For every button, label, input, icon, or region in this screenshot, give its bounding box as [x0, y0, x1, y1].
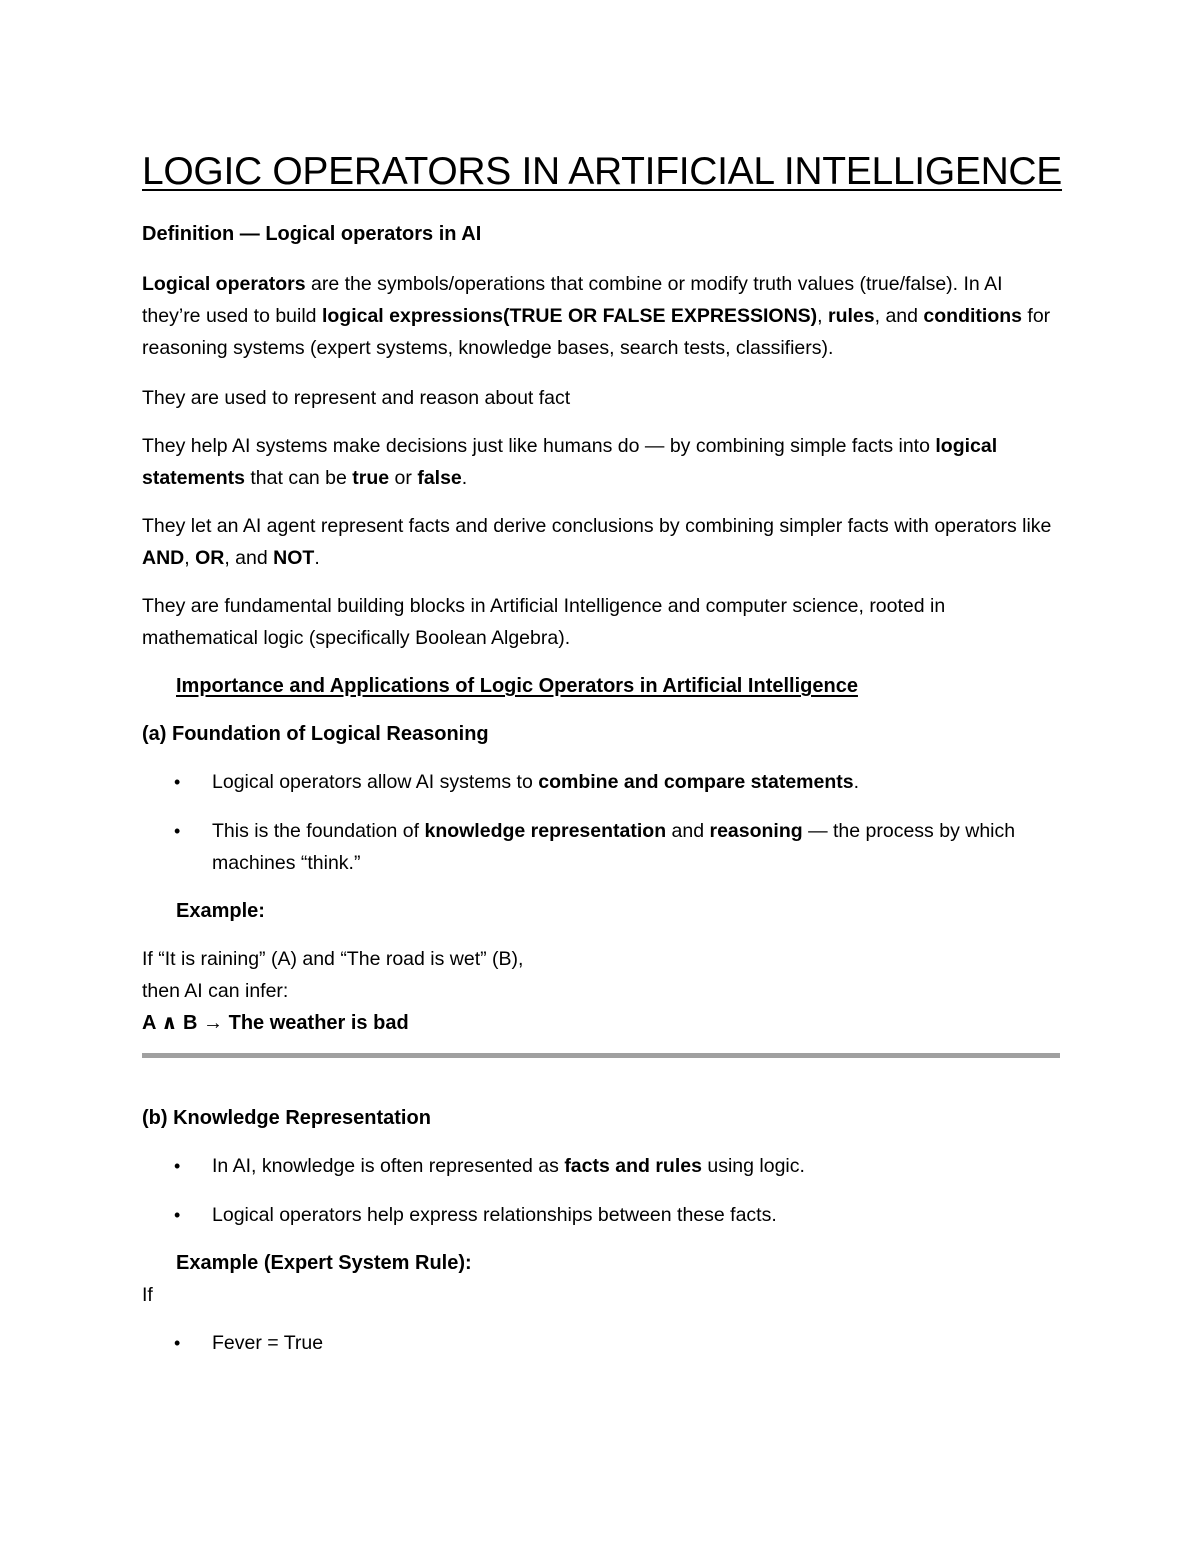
section-b-heading: (b) Knowledge Representation — [142, 1107, 431, 1129]
section-b-example-label: Example (Expert System Rule): — [176, 1252, 472, 1274]
text-run: , — [817, 305, 828, 327]
paragraph-agent-conclusions — [142, 510, 1062, 574]
bold-text: false — [417, 467, 462, 489]
text-run: Logical operators help express relationships between these facts. — [212, 1204, 777, 1226]
text-run: . — [853, 771, 860, 793]
text-run: for reasoning systems (expert systems, knowledge bases, search tests, classifiers). — [142, 305, 1051, 359]
bold-text: combine and compare statements — [538, 771, 854, 793]
text-run: This is the foundation of — [212, 820, 425, 842]
text-run: are the symbols/operations that combine or modify truth values (true/false). In AI they’re used to build — [142, 273, 1003, 327]
list-item — [174, 815, 1062, 879]
text-run: that can be — [244, 467, 353, 489]
bullet-icon: • — [174, 772, 181, 792]
bold-text: reasoning — [709, 820, 803, 842]
list-item — [174, 766, 1062, 798]
section-a-list — [142, 766, 1062, 879]
text-run: They let an AI agent represent facts and derive conclusions by combining simpler facts with operators like — [142, 515, 1052, 537]
paragraph-logical-operators — [142, 268, 1062, 364]
document-title: LOGIC OPERATORS IN ARTIFICIAL INTELLIGENCE — [142, 150, 1063, 193]
text-run: , and — [224, 547, 274, 569]
text-run: They help AI systems make decisions just like humans do — by combining simple facts into — [142, 435, 936, 457]
horizontal-divider — [142, 1053, 1060, 1058]
text-run: Logical operators allow AI systems to — [212, 771, 539, 793]
section-b-list — [142, 1150, 1062, 1231]
text-run: — the process by which machines “think.” — [212, 820, 1016, 874]
section-b-condition-list — [142, 1327, 1062, 1359]
text-run: Fever = True — [212, 1332, 324, 1354]
importance-heading: Importance and Applications of Logic Operators in Artificial Intelligence — [176, 675, 858, 697]
text-run: . — [461, 467, 468, 489]
example-line-2: then AI can infer: — [142, 980, 289, 1002]
bullet-icon: • — [174, 821, 181, 841]
text-run: or — [389, 467, 418, 489]
bold-text: logical statements — [142, 435, 998, 489]
document-body — [142, 148, 1062, 1359]
bold-text: knowledge representation — [424, 820, 667, 842]
text-run: using logic. — [701, 1155, 805, 1177]
paragraph-decisions — [142, 430, 1062, 494]
bold-text: logical expressions(TRUE OR FALSE EXPRESSIONS) — [321, 305, 818, 327]
bold-text: AND — [142, 547, 185, 569]
bold-text: facts and rules — [564, 1155, 702, 1177]
text-run: and — [666, 820, 710, 842]
text-run: , — [184, 547, 196, 569]
text-run: In AI, knowledge is often represented as — [212, 1155, 565, 1177]
bold-text: OR — [195, 547, 225, 569]
bold-text: conditions — [923, 305, 1022, 327]
example-line-3: A ∧ B → The weather is bad — [142, 1012, 409, 1034]
example-line-1: If “It is raining” (A) and “The road is wet” (B), — [142, 948, 524, 970]
bold-text: true — [352, 467, 390, 489]
paragraph-building-blocks: They are fundamental building blocks in Artificial Intelligence and computer science, rooted in mathematical logic (specifically Boolean Algebra). — [142, 595, 946, 649]
bullet-icon: • — [174, 1333, 181, 1353]
list-item — [174, 1150, 1062, 1182]
bullet-icon: • — [174, 1205, 181, 1225]
bullet-icon: • — [174, 1156, 181, 1176]
list-item — [174, 1327, 1062, 1359]
text-run: , and — [874, 305, 924, 327]
text-run: . — [314, 547, 320, 569]
bold-text: Logical operators — [142, 273, 306, 295]
paragraph-represent-facts: They are used to represent and reason about fact — [142, 387, 571, 409]
list-item — [174, 1199, 1062, 1231]
section-a-heading: (a) Foundation of Logical Reasoning — [142, 723, 489, 745]
section-a-example-label: Example: — [176, 900, 265, 922]
definition-heading: Definition — Logical operators in AI — [142, 223, 482, 245]
bold-text: NOT — [273, 547, 315, 569]
bold-text: rules — [828, 305, 875, 327]
if-label: If — [142, 1284, 153, 1306]
